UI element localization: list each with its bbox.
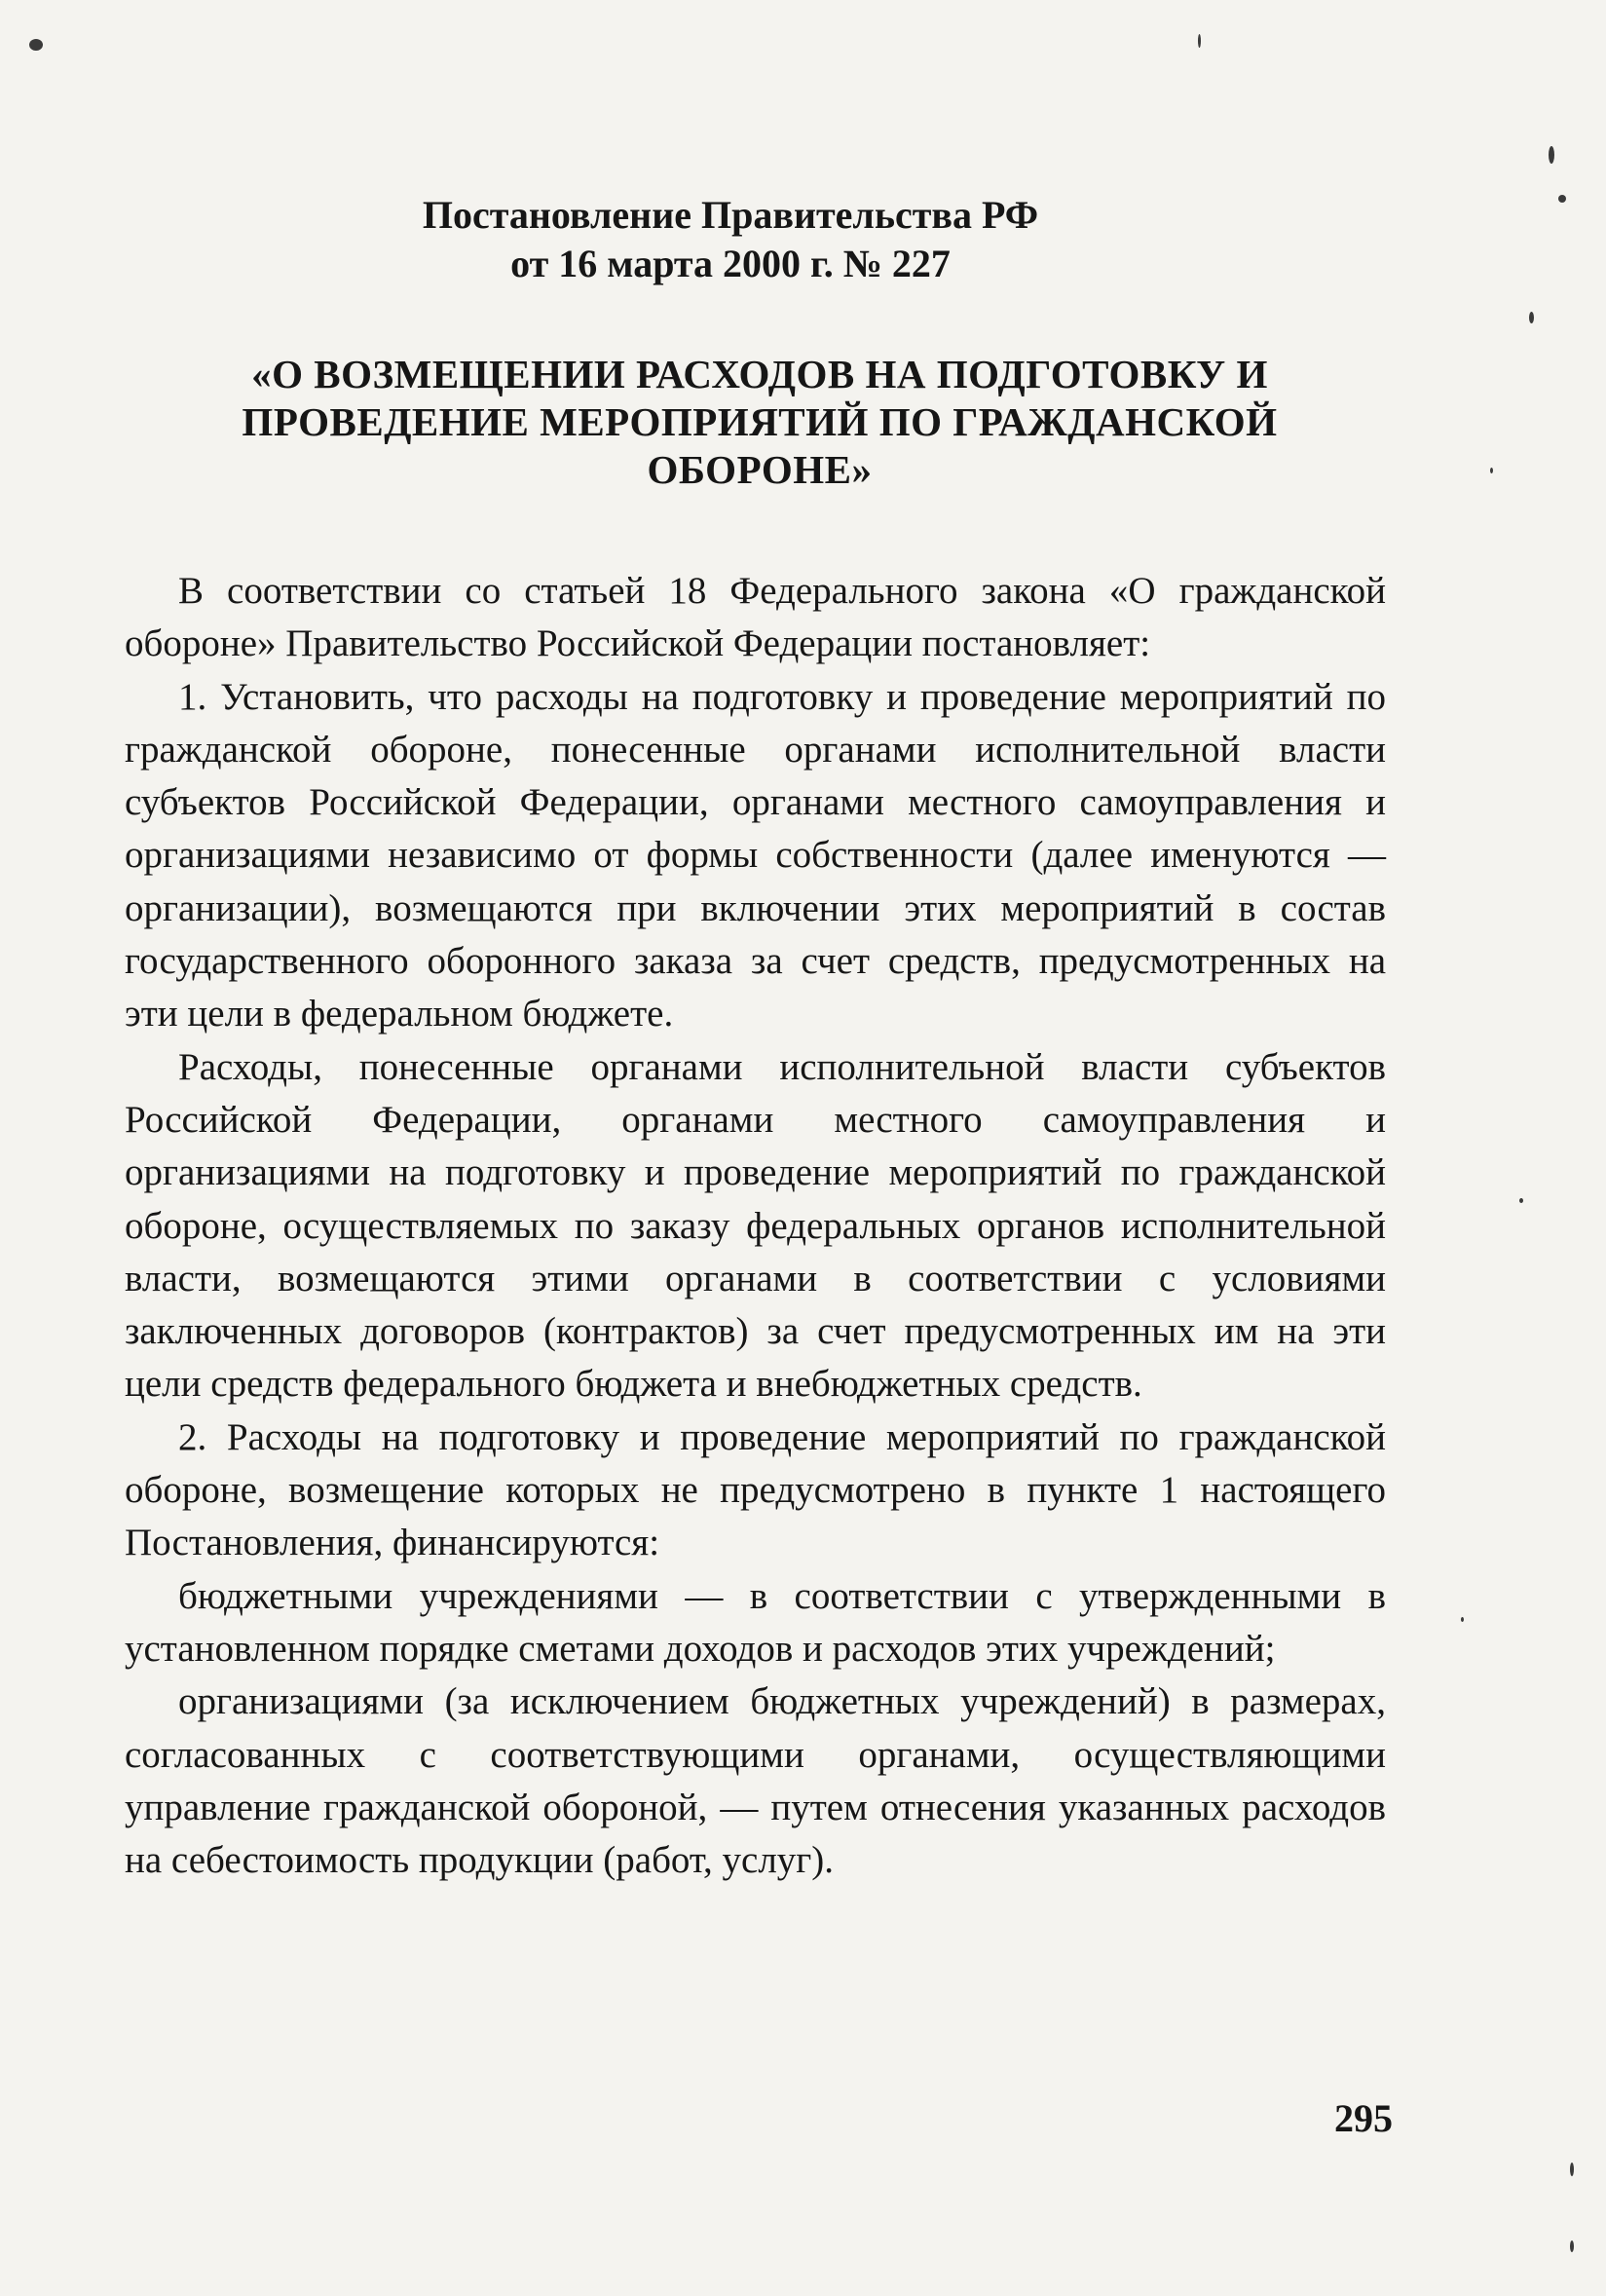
- scan-speck: [1570, 2163, 1574, 2176]
- paragraph-budget-institutions: бюджетными учреждениями — в соответствии с утвержденными в установленном порядке сметами доходов и расходов этих учреждений;: [125, 1574, 1386, 1670]
- decree-header-line2: от 16 марта 2000 г. № 227: [510, 242, 951, 285]
- decree-header-line1: Постановление Правительства РФ: [422, 193, 1039, 237]
- scan-speck: [1490, 468, 1493, 473]
- scan-speck: [1549, 146, 1554, 164]
- document-title-line2: ПРОВЕДЕНИЕ МЕРОПРИЯТИЙ ПО ГРАЖДАНСКОЙ: [242, 399, 1278, 444]
- paragraph-item-1-continued: Расходы, понесенные органами исполнительной власти субъектов Российской Федерации, органами местного самоуправления и организациями на подготовку и проведение мероприятий по гражданской обороне, осуществляемых по заказу федеральных органов исполнительной власти, возмещаются этими органами в соответствии с условиями заключенных договоров (контрактов) за счет предусмотренных им на эти цели средств федерального бюджета и внебюджетных средств.: [125, 1045, 1386, 1406]
- document-title: [156, 351, 1363, 494]
- paragraph-item-1: 1. Установить, что расходы на подготовку и проведение мероприятий по гражданской обороне, понесенные органами исполнительной власти субъектов Российской Федерации, органами местного самоуправления и организациями независимо от формы собственности (далее именуются — организации), возмещаются при включении этих мероприятий в состав государственного оборонного заказа за счет средств, предусмотренных на эти цели в федеральном бюджете.: [125, 675, 1386, 1035]
- scan-speck: [1558, 195, 1566, 203]
- paragraph-organizations: организациями (за исключением бюджетных учреждений) в размерах, согласованных с соответствующими органами, осуществляющими управление гражданской обороной, — путем отнесения указанных расходов на себестоимость продукции (работ, услуг).: [125, 1680, 1386, 1882]
- scan-speck: [1529, 312, 1534, 323]
- paragraph-preamble: В соответствии со статьей 18 Федерального закона «О гражданской обороне» Правительство Российской Федерации постановляет:: [125, 570, 1386, 665]
- document-title-line3: ОБОРОНЕ»: [647, 447, 873, 492]
- paragraph-item-2: 2. Расходы на подготовку и проведение мероприятий по гражданской обороне, возмещение которых не предусмотрено в пункте 1 настоящего Постановления, финансируются:: [125, 1415, 1386, 1564]
- document-body: [125, 565, 1386, 1887]
- page-number: 295: [1334, 2096, 1393, 2140]
- scan-speck: [1198, 34, 1201, 48]
- decree-header: [292, 191, 1169, 288]
- document-title-line1: «О ВОЗМЕЩЕНИИ РАСХОДОВ НА ПОДГОТОВКУ И: [251, 352, 1268, 396]
- scan-speck: [1519, 1198, 1523, 1203]
- scan-speck: [1461, 1617, 1464, 1622]
- scan-speck: [29, 39, 43, 51]
- scan-speck: [1570, 2240, 1574, 2252]
